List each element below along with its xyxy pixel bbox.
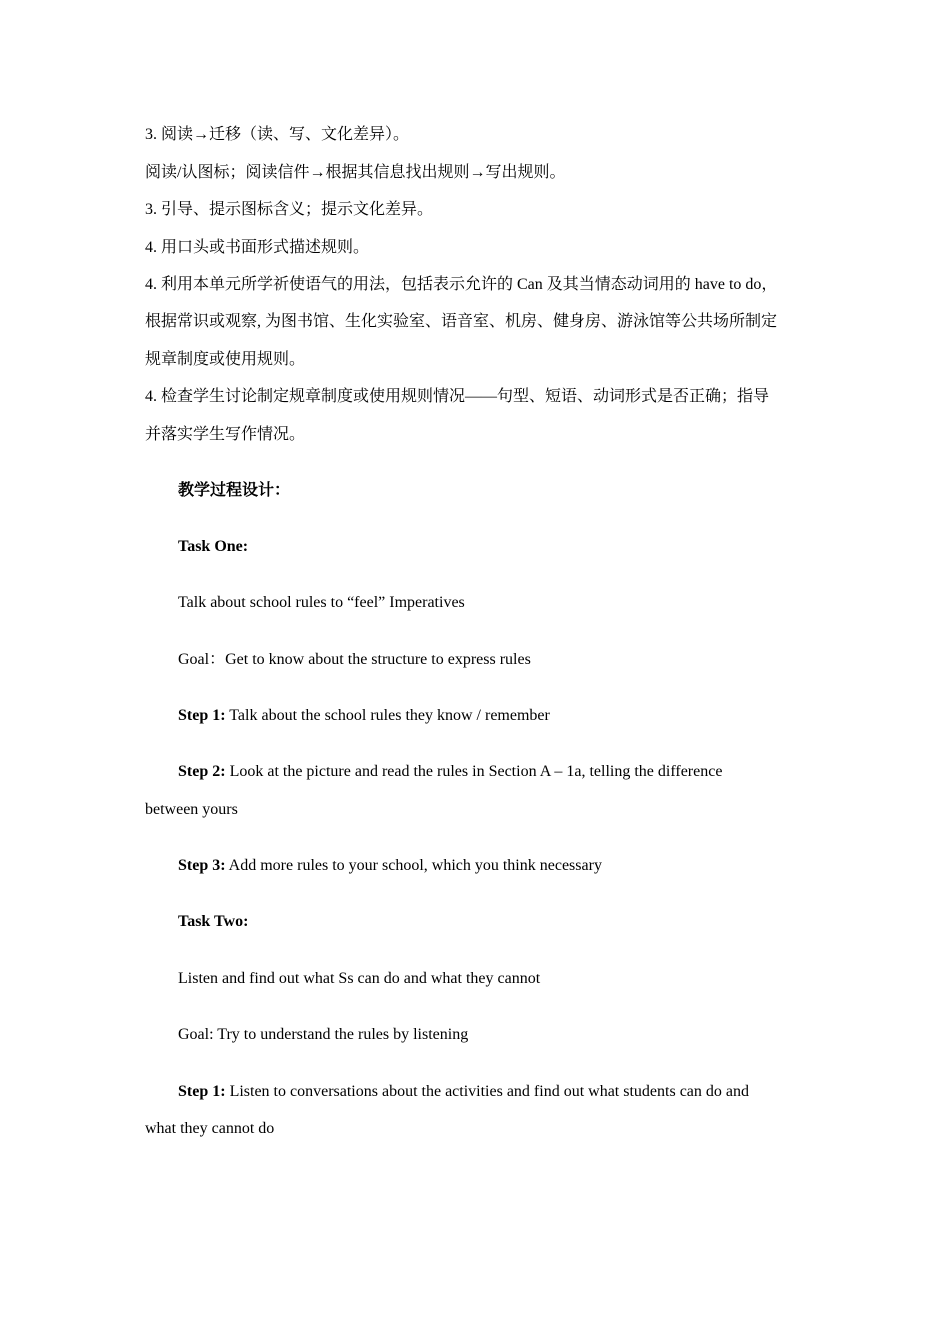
- step-label: Step 2:: [178, 763, 226, 780]
- step-label: Step 1:: [178, 1083, 226, 1100]
- step-text: Listen to conversations about the activities and find out what students can do and: [225, 1083, 749, 1100]
- task-two-goal: Goal: Try to understand the rules by listening: [178, 1026, 469, 1043]
- task-two-step-1-continued: what they cannot do: [145, 1120, 275, 1137]
- process-step-reading-transfer: 3. 阅读→迁移（读、写、文化差异）。: [145, 126, 410, 143]
- task-two-topic: Listen and find out what Ss can do and what they cannot: [178, 970, 541, 987]
- task-one-topic: Talk about school rules to “feel” Imperatives: [178, 594, 465, 611]
- task-two-step-1: [178, 1081, 858, 1103]
- task-one-title: Task One:: [178, 538, 249, 555]
- use-imperatives-line-1: 4. 利用本单元所学祈使语气的用法，包括表示允许的 Can 及其当情态动词用的 have to do，: [145, 276, 778, 293]
- task-one-goal: Goal：Get to know about the structure to express rules: [178, 651, 531, 668]
- teaching-design-heading: 教学过程设计：: [178, 482, 291, 499]
- task-one-step-2: [178, 761, 858, 783]
- guide-sign-meaning: 3. 引导、提示图标含义；提示文化差异。: [145, 201, 434, 218]
- use-imperatives-line-2: 根据常识或观察, 为图书馆、生化实验室、语音室、机房、健身房、游泳馆等公共场所制定: [145, 313, 778, 330]
- reading-signs-letters: 阅读/认图标；阅读信件→根据其信息找出规则→写出规则。: [145, 164, 566, 181]
- task-one-step-3: [178, 855, 858, 877]
- use-imperatives-line-3: 规章制度或使用规则。: [145, 351, 306, 368]
- step-label: Step 1:: [178, 707, 226, 724]
- describe-rules: 4. 用口头或书面形式描述规则。: [145, 239, 370, 256]
- task-one-step-2-continued: between yours: [145, 801, 238, 818]
- step-text: Talk about the school rules they know / remember: [225, 707, 550, 724]
- task-one-step-1: [178, 705, 858, 727]
- check-discussion-line-1: 4. 检查学生讨论制定规章制度或使用规则情况——句型、短语、动词形式是否正确；指导: [145, 388, 770, 405]
- check-discussion-line-2: 并落实学生写作情况。: [145, 426, 306, 443]
- step-text: Add more rules to your school, which you think necessary: [225, 857, 602, 874]
- step-text: Look at the picture and read the rules in Section A – 1a, telling the difference: [225, 763, 723, 780]
- step-label: Step 3:: [178, 857, 226, 874]
- task-two-title: Task Two:: [178, 913, 249, 930]
